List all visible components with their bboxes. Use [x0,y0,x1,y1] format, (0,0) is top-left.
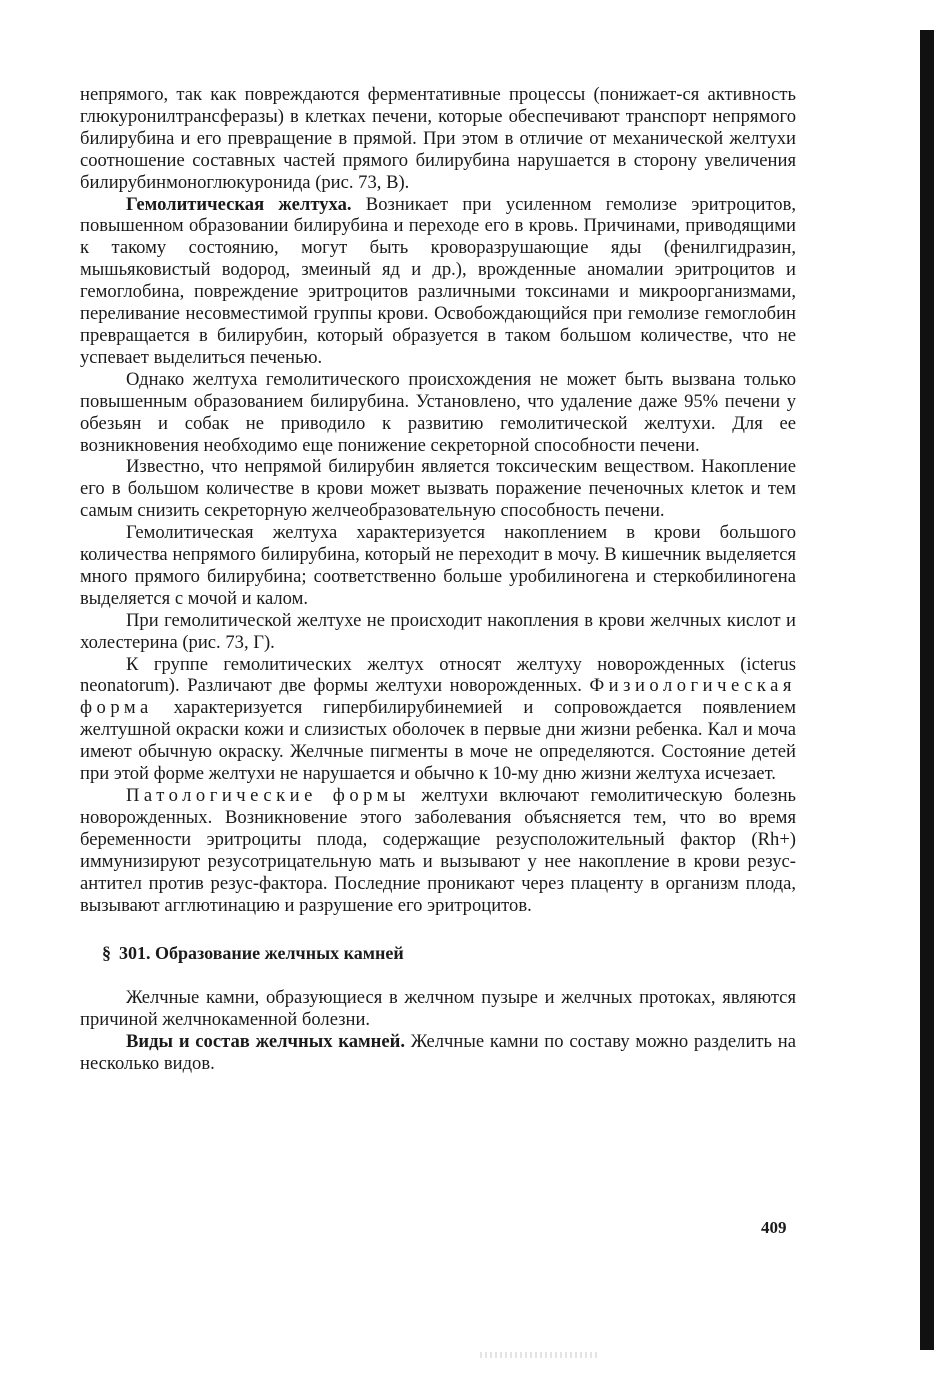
paragraph-8-body: желтухи включают гемолитическую болезнь новорожденных. Возникновение этого заболевания объясняется тем, что во время беременности эритроциты плода, содержащие резусположительный фактор (Rh+) иммунизируют резусотрицательную мать и вызывают у нее накопление в крови резус-антител против резус-фактора. Последние проникают через плаценту в организм плода, вызывают агглютинацию и разрушение его эритроцитов. [80,785,797,916]
paragraph-3: Однако желтуха гемолитического происхождения не может быть вызвана только повышенным образованием билирубина. Установлено, что удаление даже 95% печени у обезьян и собак не приводило к развитию гемолитической желтухи. Для ее возникновения необходимо еще понижение секреторной способности печени. [80,368,796,456]
scan-artifact [480,1352,600,1358]
section-title: Образование желчных камней [155,943,404,964]
paragraph-7-part-a: К группе гемолитических желтух относят желтуху новорожденных (icterus neonatorum). Различают две формы желтухи новорожденных. [80,653,796,697]
paragraph-8 [80,785,796,916]
term-gallstone-types: Виды и состав желчных камней. [126,1031,406,1053]
paragraph-7 [80,654,796,785]
page-text [80,84,796,1075]
section-symbol: § [102,943,111,964]
paragraph-10-body: Желчные камни по составу можно разделить на несколько видов. [80,1031,796,1075]
paragraph-2-body: Возникает при усиленном гемолизе эритроцитов, повышенном образовании билирубина и переходе его в кровь. Причинами, приводящими к такому состоянию, могут быть кроворазрушающие яды (фенилгидразин, мышьяковистый водород, змеиный яд и др.), врожденные аномалии эритроцитов и гемоглобина, повреждение эритроцитов различными токсинами и микроорганизмами, переливание несовместимой группы крови. Освобождающийся при гемолизе гемоглобин превращается в билирубин, который образуется в таком большом количестве, что не успевает выделиться печенью. [80,193,796,368]
paragraph-5: Гемолитическая желтуха характеризуется накоплением в крови большого количества непрямого билирубина, который не переходит в мочу. В кишечник выделяется много прямого билирубина; соответственно больше уробилиногена и стеркобилиногена выделяется с мочой и калом. [80,522,796,609]
section-number: 301. [119,943,151,964]
term-physiological-form: Физиологическая форма [80,675,796,719]
paragraph-4: Известно, что непрямой билирубин является токсическим веществом. Накопление его в большом количестве в крови может вызвать поражение печеночных клеток и тем самым снизить секреторную желчеобразовательную способность печени. [80,456,796,522]
section-heading [80,943,796,965]
term-hemolytic-jaundice: Гемолитическая желтуха. [126,193,352,215]
paragraph-1: непрямого, так как повреждаются ферментативные процессы (понижает-ся активность глюкуронилтрансферазы) в клетках печени, которые обеспечивают транспорт непрямого билирубина и его превращение в прямой. При этом в отличие от механической желтухи соотношение составных частей прямого билирубина нарушается в сторону увеличения билирубинмоноглюкуронида (рис. 73, В). [80,84,796,193]
paragraph-9: Желчные камни, образующиеся в желчном пузыре и желчных протоках, являются причиной желчнокаменной болезни. [80,987,796,1031]
paragraph-7-part-b: характеризуется гипербилирубинемией и сопровождается появлением желтушной окраски кожи и слизистых оболочек в первые дни жизни ребенка. Кал и моча имеют обычную окраску. Желчные пигменты в моче не определяются. Состояние детей при этой форме желтухи не нарушается и обычно к 10-му дню жизни желтуха исчезает. [80,697,796,785]
paragraph-hemolytic-jaundice [80,194,796,369]
scan-edge-bar [920,30,934,1350]
paragraph-10 [80,1031,796,1075]
paragraph-6: При гемолитической желтухе не происходит накопления в крови желчных кислот и холестерина (рис. 73, Г). [80,609,796,653]
page-number: 409 [761,1218,787,1237]
term-pathological-forms: Патологические формы [126,785,410,806]
